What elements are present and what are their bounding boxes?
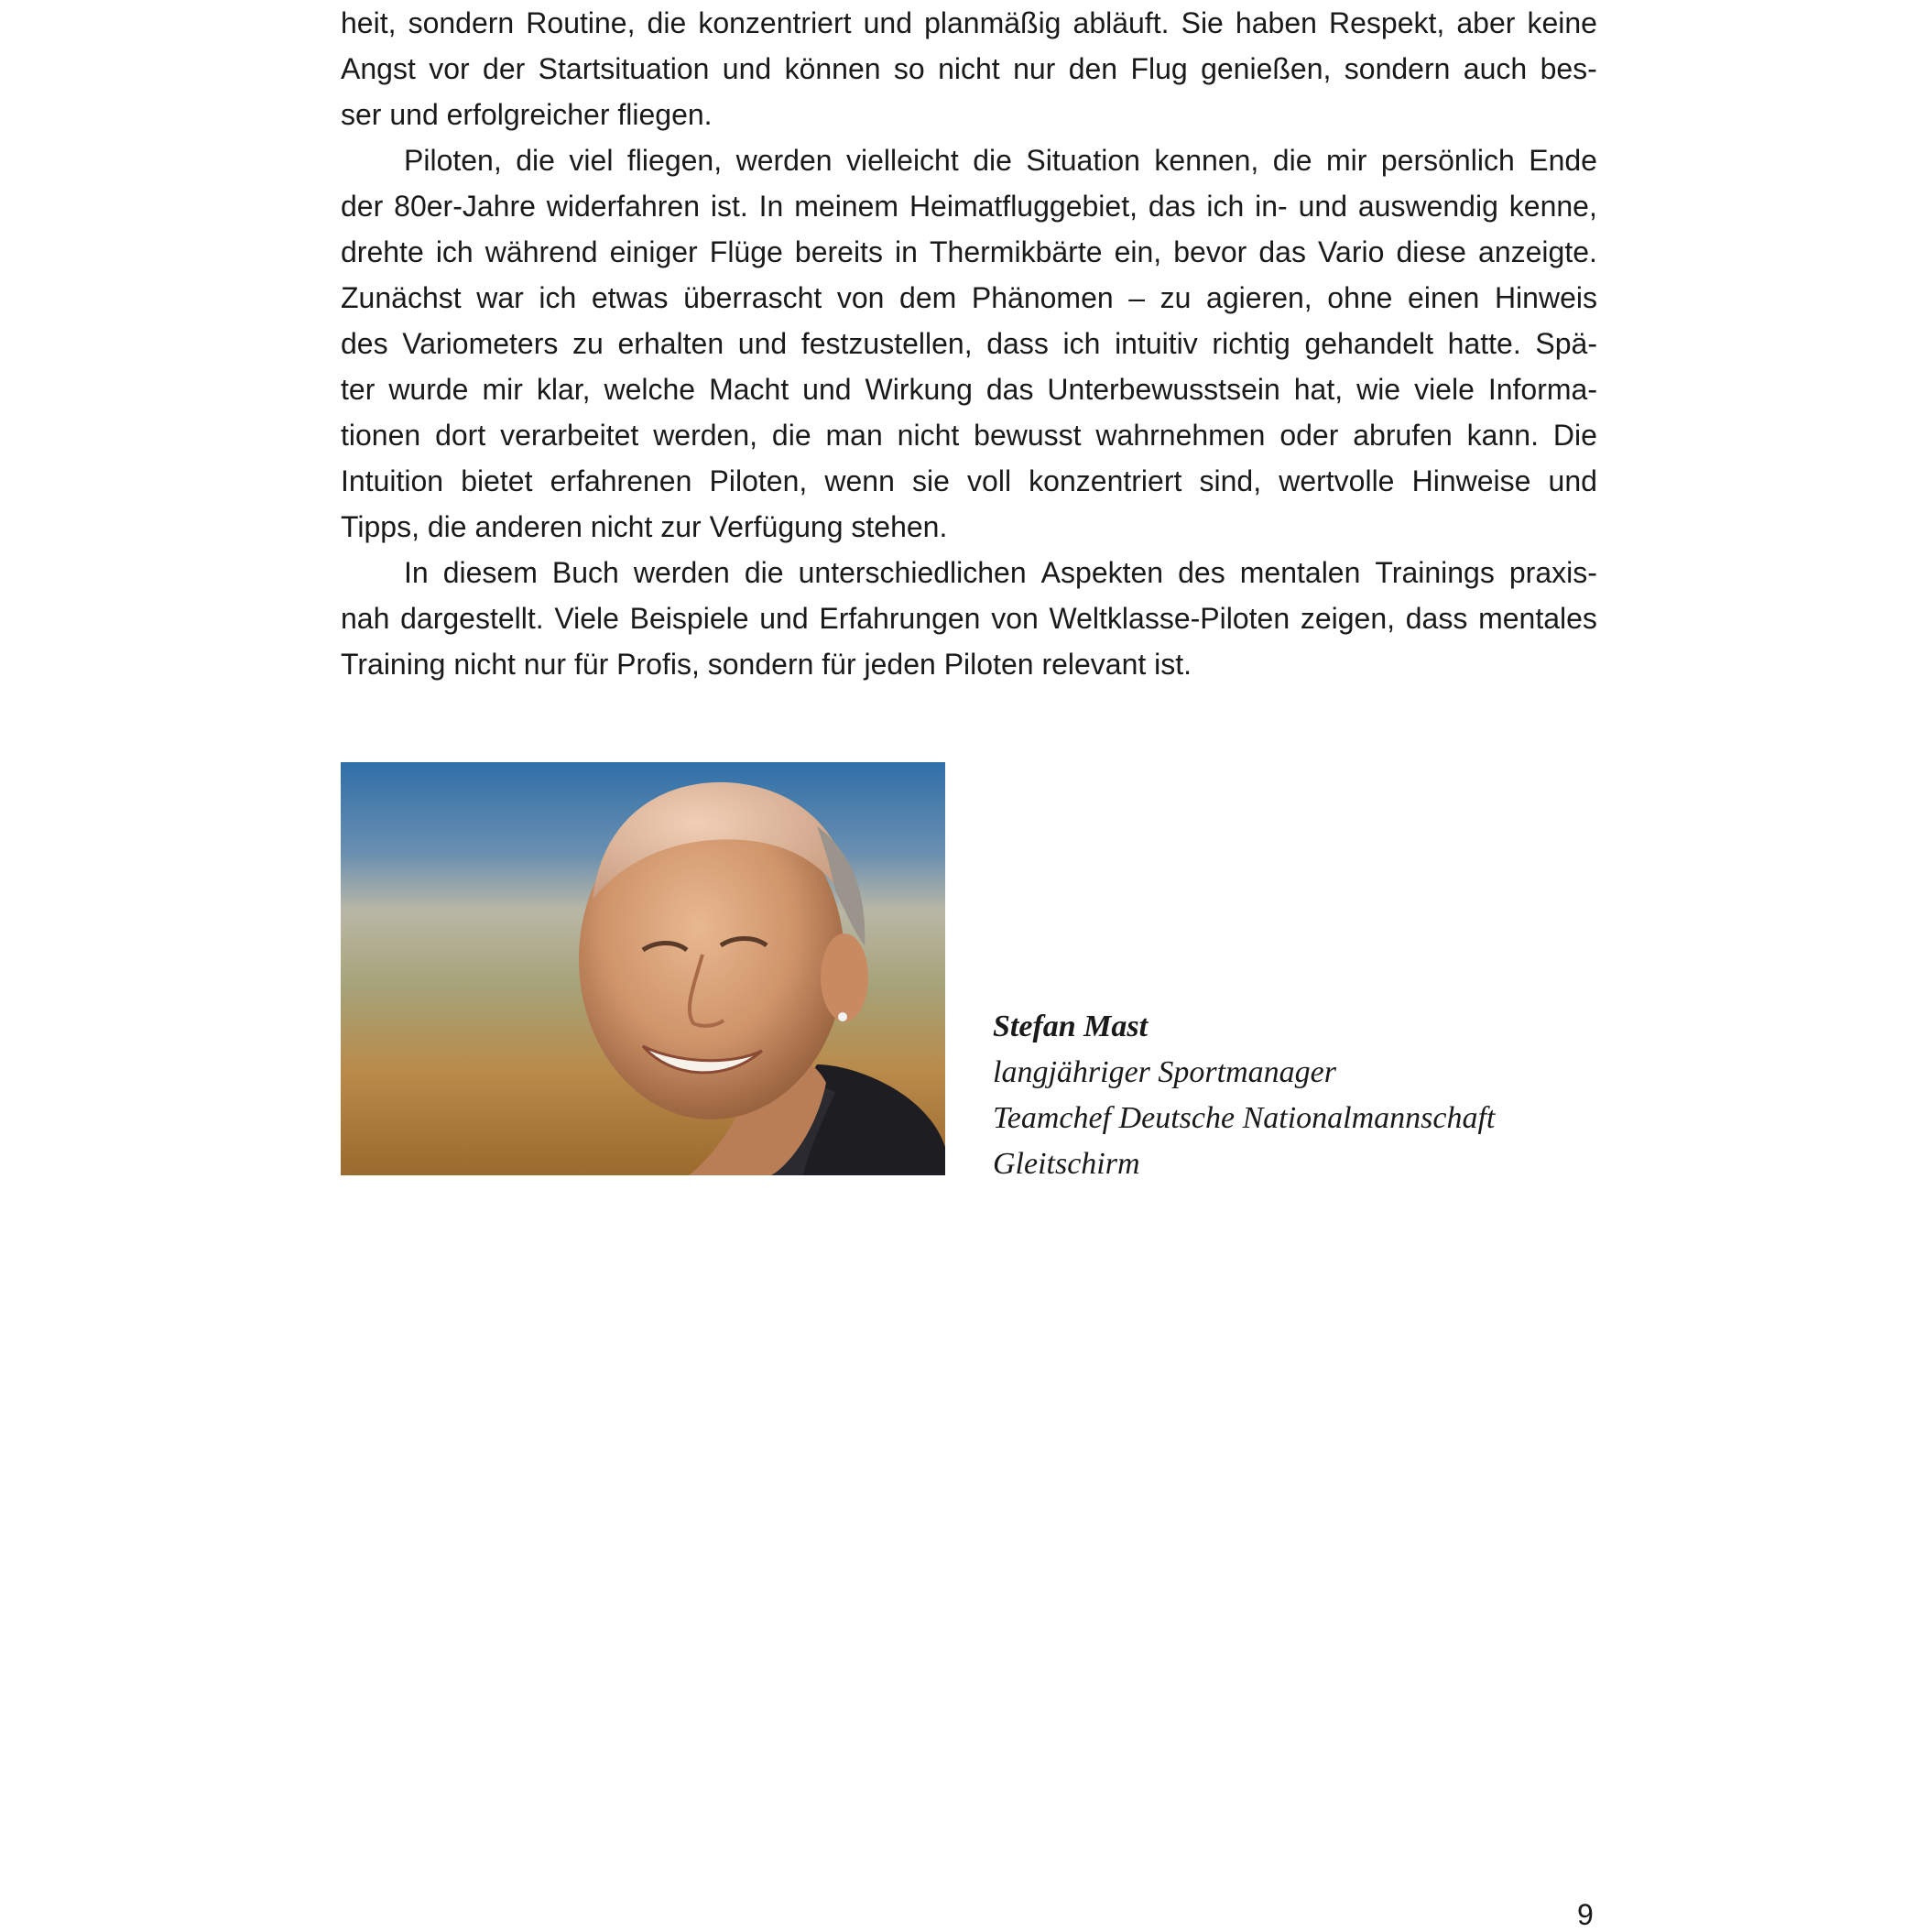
text-line: Intuition bietet erfahrenen Piloten, wenn sie voll konzentriert sind, wertvolle Hinweise und (341, 464, 1597, 497)
portrait-photo (341, 762, 945, 1175)
text-line: heit, sondern Routine, die konzentriert und planmäßig abläuft. Sie haben Respekt, aber keine (341, 6, 1597, 39)
caption-name: Stefan Mast (993, 1010, 1149, 1043)
photo-caption (993, 1004, 1495, 1187)
text-line: Angst vor der Startsituation und können so nicht nur den Flug genießen, sondern auch bes- (341, 52, 1597, 85)
text-line: ter wurde mir klar, welche Macht und Wirkung das Unterbewusstsein hat, wie viele Informa- (341, 373, 1597, 406)
text-line: des Variometers zu erhalten und festzustellen, dass ich intuitiv richtig gehandelt hatte. Spä- (341, 327, 1597, 360)
text-line: Tipps, die anderen nicht zur Verfügung stehen. (341, 510, 948, 543)
text-line: Zunächst war ich etwas überrascht von dem Phänomen – zu agieren, ohne einen Hinweis (341, 281, 1597, 314)
text-line: nah dargestellt. Viele Beispiele und Erfahrungen von Weltklasse-Piloten zeigen, dass mentales (341, 602, 1597, 635)
caption-discipline: Gleitschirm (993, 1147, 1140, 1181)
text-line: In diesem Buch werden die unterschiedlichen Aspekten des mentalen Trainings praxis- (404, 556, 1597, 589)
text-line: drehte ich während einiger Flüge bereits in Thermikbärte ein, bevor das Vario diese anzeigte. (341, 235, 1597, 268)
body-text (341, 0, 1597, 687)
text-line: tionen dort verarbeitet werden, die man nicht bewusst wahrnehmen oder abrufen kann. Die (341, 419, 1597, 452)
text-line: ser und erfolgreicher fliegen. (341, 98, 713, 131)
caption-role: langjähriger Sportmanager (993, 1055, 1336, 1089)
text-line: Training nicht nur für Profis, sondern für jeden Piloten relevant ist. (341, 648, 1192, 681)
text-line: der 80er-Jahre widerfahren ist. In meinem Heimatfluggebiet, das ich in- und auswendig kenne, (341, 190, 1597, 223)
portrait-illustration (341, 762, 945, 1175)
page-number: 9 (1577, 1898, 1594, 1931)
text-line: Piloten, die viel fliegen, werden vielleicht die Situation kennen, die mir persönlich Ende (404, 144, 1597, 177)
caption-team: Teamchef Deutsche Nationalmannschaft (993, 1101, 1496, 1135)
